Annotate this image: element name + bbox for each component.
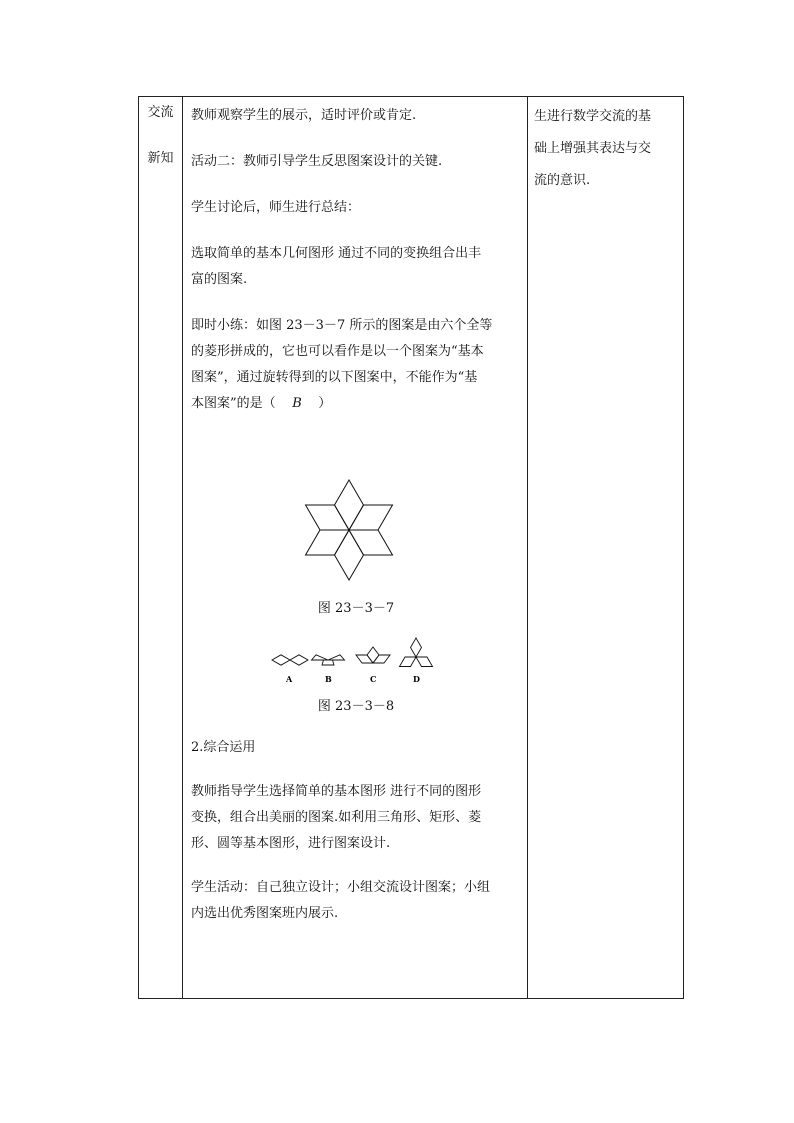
paragraph-summary-1: 选取简单的基本几何图形 通过不同的变换组合出丰 xyxy=(191,246,482,261)
options-figure xyxy=(191,635,507,685)
rhombus-shape xyxy=(306,530,350,555)
activity-line-2: 内选出优秀图案班内展示. xyxy=(191,906,339,921)
paragraph-discussion: 学生讨论后，师生进行总结： xyxy=(191,200,361,215)
six-rhombus-star-figure xyxy=(191,479,507,581)
note-line-2: 础上增强其表达与交 xyxy=(534,141,652,156)
rhombus-shape xyxy=(349,530,393,555)
figure-1-caption: 图 23－3－7 xyxy=(317,601,395,616)
section-2-line-2: 变换，组合出美丽的图案.如利用三角形、矩形、菱 xyxy=(191,810,482,825)
option-d-shape xyxy=(400,638,433,667)
activity-line-1: 学生活动：自己独立设计；小组交流设计图案；小组 xyxy=(191,880,491,895)
note-line-1: 生进行数学交流的基 xyxy=(534,109,652,124)
stage-line-1: 交流 xyxy=(147,105,174,120)
option-c-shape xyxy=(356,647,390,663)
paragraph-teacher-observe: 教师观察学生的展示，适时评价或肯定. xyxy=(191,108,417,123)
practice-line-4 xyxy=(191,391,521,417)
stage-cell xyxy=(139,97,183,999)
practice-answer: B xyxy=(292,396,302,411)
option-a-shape xyxy=(272,655,308,665)
rhombus-shape xyxy=(306,505,350,530)
lesson-plan-table xyxy=(138,96,684,999)
section-2-line-3: 形、圆等基本图形，进行图案设计. xyxy=(191,836,391,851)
section-2-line-1: 教师指导学生选择简单的基本图形 进行不同的图形 xyxy=(191,784,482,799)
option-label-d: D xyxy=(413,674,420,684)
note-line-3: 流的意识. xyxy=(534,173,591,188)
practice-line-3: 图案”，通过旋转得到的以下图案中，不能作为“基 xyxy=(191,370,478,385)
option-label-b: B xyxy=(325,674,332,684)
practice-line-2: 的菱形拼成的，它也可以看作是以一个图案为“基本 xyxy=(191,344,484,359)
table-row xyxy=(139,97,684,999)
option-label-c: C xyxy=(370,674,377,684)
figure-2-caption: 图 23－3－8 xyxy=(317,699,395,714)
practice-line-4-post: ） xyxy=(318,396,332,411)
figure-23-3-8 xyxy=(191,635,521,685)
practice-line-4-pre: 本图案”的是（ xyxy=(191,396,276,411)
rhombus-shape xyxy=(335,480,364,530)
note-cell xyxy=(528,97,684,999)
option-label-a: A xyxy=(286,674,293,684)
rhombus-shape xyxy=(335,530,364,580)
practice-line-1: 即时小练：如图 23－3－7 所示的图案是由六个全等 xyxy=(191,318,493,333)
paragraph-activity-two: 活动二：教师引导学生反思图案设计的关键. xyxy=(191,154,443,169)
section-2-title: 2.综合运用 xyxy=(191,740,256,755)
rhombus-shape xyxy=(349,505,393,530)
stage-line-2: 新知 xyxy=(147,151,174,166)
figure-23-3-7 xyxy=(191,479,521,581)
option-b-shape xyxy=(312,655,345,665)
content-cell xyxy=(183,97,528,999)
paragraph-summary-2: 富的图案. xyxy=(191,272,248,287)
